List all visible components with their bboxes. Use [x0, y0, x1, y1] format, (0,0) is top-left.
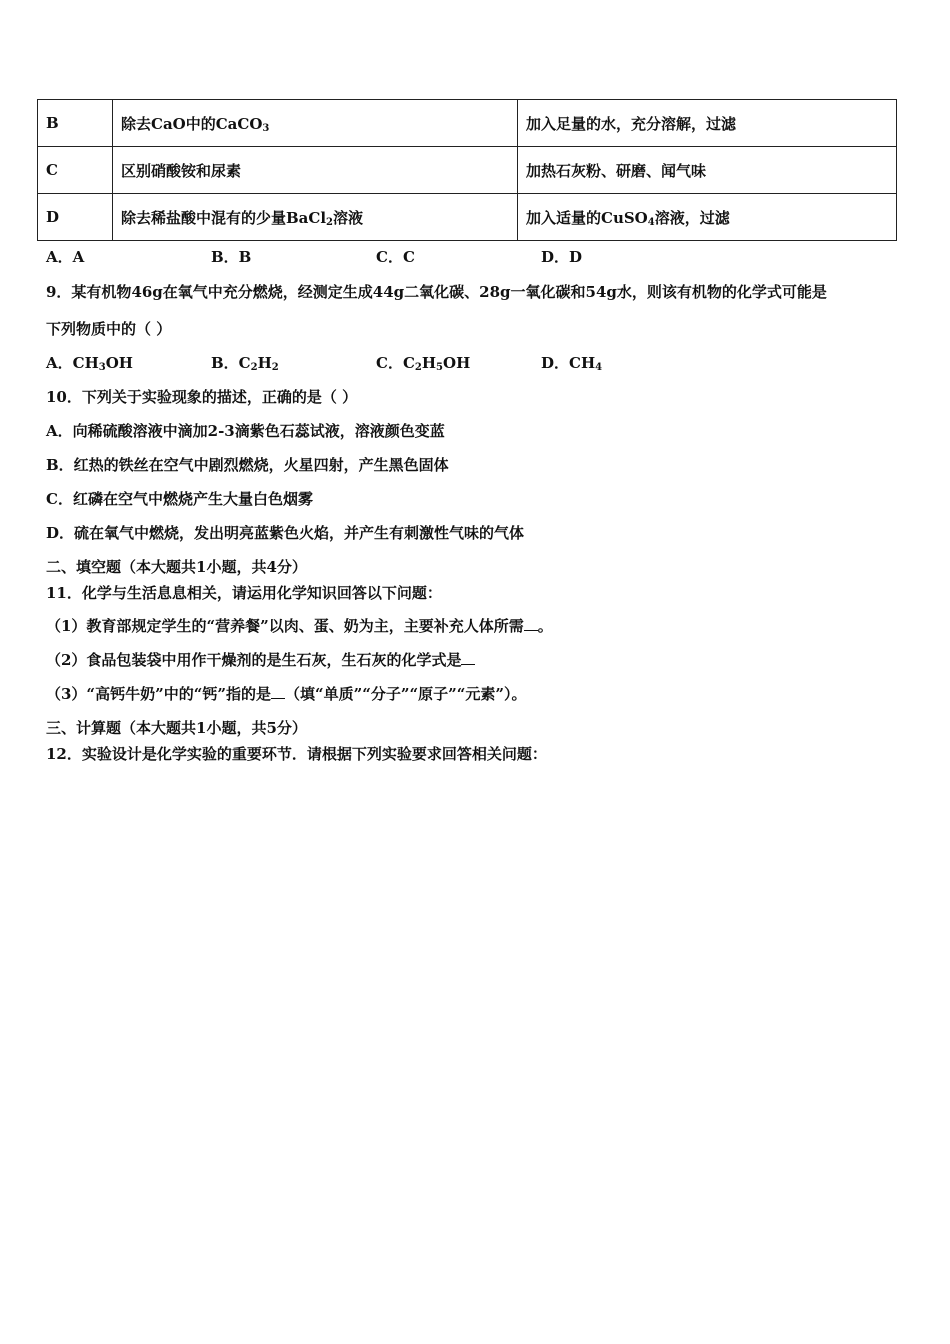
q10-option-c: C．红磷在空气中燃烧产生大量白色烟雾 [46, 490, 313, 508]
choice-c: C．C [376, 248, 415, 266]
row-item: 区别硝酸铵和尿素 [113, 147, 518, 194]
row-method: 加入适量的CuSO$_4$溶液，过滤 [518, 194, 897, 241]
q10-stem: 10．下列关于实验现象的描述，正确的是（ ） [46, 388, 358, 406]
table-row [38, 100, 897, 147]
q9-stem-line2: 下列物质中的（ ） [46, 320, 172, 338]
row-key: C [38, 147, 113, 194]
answer-blank [271, 686, 285, 699]
q11-part2: （2）食品包装袋中用作干燥剂的是生石灰，生石灰的化学式是 [46, 649, 475, 670]
row-key: B [38, 100, 113, 147]
choice-a: A．$CH_3OH$ [46, 354, 133, 373]
q10-option-a: A．向稀硫酸溶液中滴加2-3滴紫色石蕊试液，溶液颜色变蓝 [46, 422, 445, 440]
choice-b: B．$C_2H_2$ [211, 354, 279, 373]
q11-stem: 11．化学与生活息息相关，请运用化学知识回答以下问题： [46, 584, 442, 602]
q8-choices [46, 246, 582, 267]
row-item: 除去稀盐酸中混有的少量BaCl$_2$溶液 [113, 194, 518, 241]
table-row [38, 147, 897, 194]
q11-part1: （1）教育部规定学生的“营养餐”以肉、蛋、奶为主，主要补充人体所需 。 [46, 617, 553, 635]
options-table [37, 99, 897, 241]
q12-stem: 12．实验设计是化学实验的重要环节．请根据下列实验要求回答相关问题： [46, 745, 547, 763]
row-method: 加热石灰粉、研磨、闻气味 [518, 147, 897, 194]
row-method: 加入足量的水，充分溶解，过滤 [518, 100, 897, 147]
choice-d: D．$CH_4$ [541, 354, 603, 373]
table-row [38, 194, 897, 241]
choice-d: D．D [541, 248, 583, 266]
q9-choices [46, 352, 602, 373]
q10-option-b: B．红热的铁丝在空气中剧烈燃烧，火星四射，产生黑色固体 [46, 456, 449, 474]
q9-stem-line1: 9．某有机物46g在氧气中充分燃烧，经测定生成44g二氧化碳、28g一氧化碳和54g水，则该有机物的化学式可能是 [46, 283, 827, 301]
choice-a: A．A [46, 248, 85, 266]
section-3-heading: 三、计算题（本大题共1小题，共5分） [46, 719, 307, 737]
row-key: D [38, 194, 113, 241]
section-2-heading: 二、填空题（本大题共1小题，共4分） [46, 558, 307, 576]
answer-blank [524, 618, 538, 631]
answer-blank [461, 652, 475, 665]
choice-b: B．B [211, 248, 252, 266]
q10-option-d: D．硫在氧气中燃烧，发出明亮蓝紫色火焰，并产生有刺激性气味的气体 [46, 524, 525, 542]
row-item: 除去CaO中的CaCO$_3$ [113, 100, 518, 147]
q11-part3: （3）“高钙牛奶”中的“钙”指的是 （填“单质”“分子”“原子”“元素”）。 [46, 685, 527, 703]
choice-c: C．$C_2H_5OH$ [376, 354, 471, 373]
